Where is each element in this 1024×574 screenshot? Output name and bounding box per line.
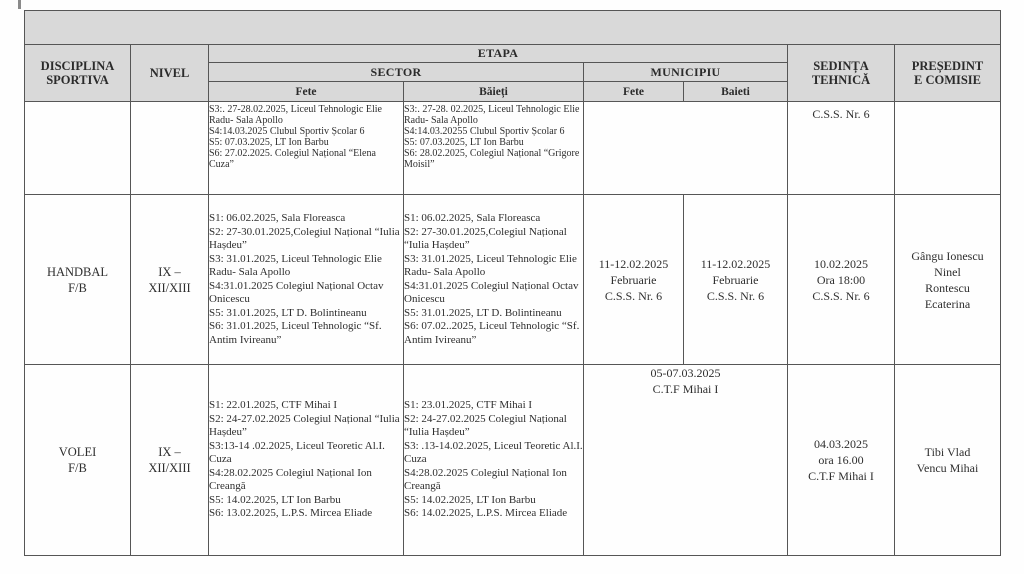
cell-handbal-disciplina: HANDBAL F/B [25, 195, 131, 365]
cell-continuation-municipiu [584, 102, 788, 195]
cell-volei-sedinta-tehnica: 04.03.2025 ora 16.00 C.T.F Mihai I [788, 365, 895, 556]
top-band-cell [25, 11, 1001, 45]
header-municipiu-fete: Fete [584, 82, 684, 102]
cell-continuation-sector-baieti: S3:. 27-28. 02.2025, Liceul Tehnologic Elie Radu- Sala Apollo S4:14.03.20255 Clubul Sportiv Școlar 6 S5: 07.03.2025, LT Ion Barbu S6: 28.02.2025, Colegiul Național “Grigore Moisil” [404, 102, 584, 195]
cell-continuation-sector-fete: S3:. 27-28.02.2025, Liceul Tehnologic Elie Radu- Sala Apollo S4:14.03.2025 Clubul Sportiv Școlar 6 S5: 07.03.2025, LT Ion Barbu S6: 27.02.2025. Colegiul Național “Elena Cuza” [209, 102, 404, 195]
cell-continuation-disciplina [25, 102, 131, 195]
cell-continuation-sedinta-tehnica: C.S.S. Nr. 6 [788, 102, 895, 195]
header-disciplina-sportiva: DISCIPLINA SPORTIVA [25, 45, 131, 102]
header-sector-baieti: Băieți [404, 82, 584, 102]
cell-handbal-municipiu-baieti: 11-12.02.2025 Februarie C.S.S. Nr. 6 [684, 195, 788, 365]
cell-handbal-sector-fete: S1: 06.02.2025, Sala Floreasca S2: 27-30.01.2025,Colegiul Național “Iulia Hașdeu” S3: 31.01.2025, Liceul Tehnologic Elie Radu- Sala Apollo S4:31.01.2025 Colegiul Național Octav Onicescu S5: 31.01.2025, LT D. Bolintineanu S6: 31.01.2025, Liceul Tehnologic “Sf. Antim Ivireanu” [209, 195, 404, 365]
cell-handbal-municipiu-fete: 11-12.02.2025 Februarie C.S.S. Nr. 6 [584, 195, 684, 365]
header-sector: SECTOR [209, 63, 584, 82]
scan-artifact-mark [18, 0, 21, 9]
row-continuation [25, 102, 1001, 195]
header-nivel: NIVEL [131, 45, 209, 102]
header-etapa: ETAPA [209, 45, 788, 63]
header-sector-fete: Fete [209, 82, 404, 102]
cell-volei-sector-baieti: S1: 23.01.2025, CTF Mihai I S2: 24-27.02.2025 Colegiul Național “Iulia Hașdeu” S3: .13-14.02.2025, Liceul Teoretic Al.I. Cuza S4:28.02.2025 Colegiul Național Ion Creangă S5: 14.02.2025, LT Ion Barbu S6: 14.02.2025, L.P.S. Mircea Eliade [404, 365, 584, 556]
cell-handbal-sector-baieti: S1: 06.02.2025, Sala Floreasca S2: 27-30.01.2025,Colegiul Național “Iulia Hașdeu” S3: 31.01.2025, Liceul Tehnologic Elie Radu- Sala Apollo S4:31.01.2025 Colegiul Național Octav Onicescu S5: 31.01.2025, LT D. Bolintineanu S6: 07.02..2025, Liceul Tehnologic “Sf. Antim Ivireanu” [404, 195, 584, 365]
cell-handbal-presedinte: Gângu Ionescu Ninel Rontescu Ecaterina [895, 195, 1001, 365]
competition-schedule-table [24, 10, 1001, 556]
header-row-etapa [25, 45, 1001, 63]
cell-volei-presedinte: Tibi Vlad Vencu Mihai [895, 365, 1001, 556]
cell-handbal-nivel: IX – XII/XIII [131, 195, 209, 365]
cell-continuation-nivel [131, 102, 209, 195]
cell-volei-sector-fete: S1: 22.01.2025, CTF Mihai I S2: 24-27.02.2025 Colegiul Național “Iulia Hașdeu” S3:13-14 .02.2025, Liceul Teoretic Al.I. Cuza S4:28.02.2025 Colegiul Național Ion Creangă S5: 14.02.2025, LT Ion Barbu S6: 13.02.2025, L.P.S. Mircea Eliade [209, 365, 404, 556]
header-presedinte-comisie: PREȘEDINT E COMISIE [895, 45, 1001, 102]
cell-continuation-presedinte [895, 102, 1001, 195]
table-top-band-row [25, 11, 1001, 45]
header-sedinta-tehnica: SEDINȚA TEHNICĂ [788, 45, 895, 102]
header-municipiu: MUNICIPIU [584, 63, 788, 82]
header-municipiu-baieti: Baieti [684, 82, 788, 102]
cell-volei-municipiu: 05-07.03.2025 C.T.F Mihai I [584, 365, 788, 556]
row-handbal [25, 195, 1001, 365]
cell-volei-nivel: IX – XII/XIII [131, 365, 209, 556]
cell-handbal-sedinta-tehnica: 10.02.2025 Ora 18:00 C.S.S. Nr. 6 [788, 195, 895, 365]
cell-volei-disciplina: VOLEI F/B [25, 365, 131, 556]
row-volei [25, 365, 1001, 556]
